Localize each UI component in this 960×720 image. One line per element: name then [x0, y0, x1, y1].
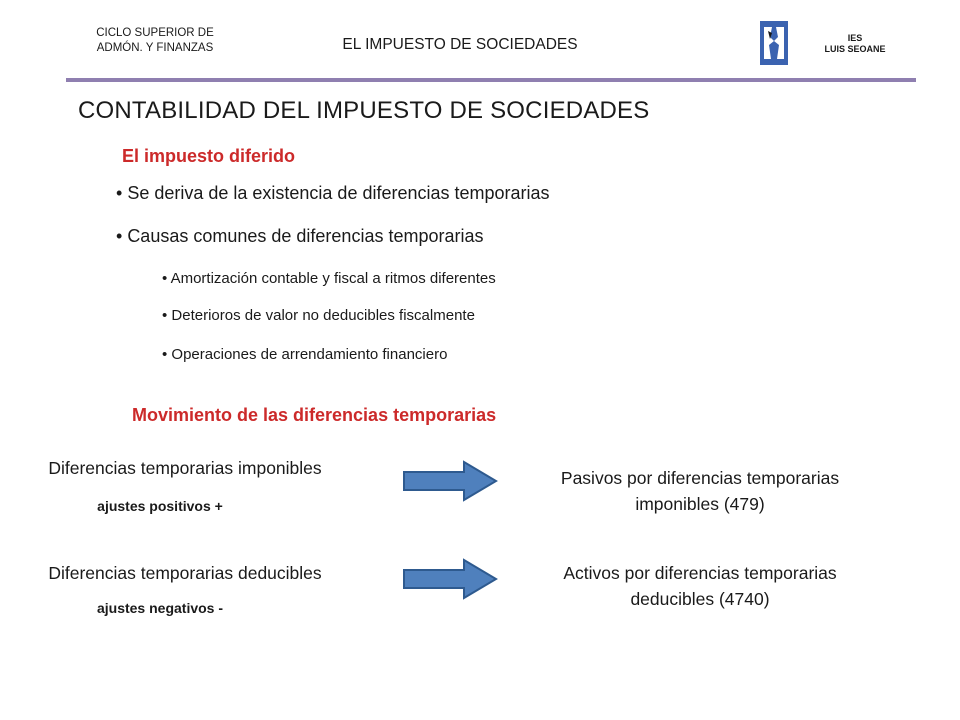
assets-line2: deducibles (4740) — [630, 589, 770, 609]
page-title: CONTABILIDAD DEL IMPUESTO DE SOCIEDADES — [78, 97, 650, 124]
header-course-label — [70, 26, 240, 56]
right-arrow-icon — [402, 460, 498, 507]
sub-bullet-item — [162, 270, 496, 287]
bullet-item — [116, 226, 484, 247]
school-logo-icon — [760, 21, 788, 65]
sub-bullet-item — [162, 307, 475, 324]
header-course-line2: ADMÓN. Y FINANZAS — [96, 42, 214, 54]
bullet-dot: • — [162, 307, 172, 324]
bullet-dot: • — [116, 226, 128, 246]
school-name — [818, 33, 892, 55]
positive-adjustments-label: ajustes positivos + — [97, 498, 223, 514]
bullet-dot: • — [116, 183, 128, 203]
section-heading-movement: Movimiento de las diferencias temporarias — [132, 405, 497, 425]
assets-deferred-text — [505, 560, 895, 612]
negative-adjustments-label: ajustes negativos - — [96, 600, 224, 616]
school-name-line1: IES — [847, 33, 863, 43]
sub-bullet-text: Deterioros de valor no deducibles fiscalmente — [171, 307, 475, 324]
liabilities-deferred-text — [505, 465, 895, 517]
bullet-dot: • — [162, 346, 172, 363]
taxable-differences-label: Diferencias temporarias imponibles — [48, 458, 322, 478]
sub-bullet-text: Amortización contable y fiscal a ritmos diferentes — [170, 270, 496, 287]
bullet-text: Causas comunes de diferencias temporarias — [127, 226, 484, 246]
liabilities-line1: Pasivos por diferencias temporarias — [560, 468, 840, 488]
header-course-line1: CICLO SUPERIOR DE — [96, 27, 214, 39]
sub-bullet-item — [162, 346, 447, 363]
section-heading-deferred-tax: El impuesto diferido — [122, 146, 296, 166]
right-arrow-icon — [402, 558, 498, 605]
bullet-dot: • — [162, 270, 171, 287]
assets-line1: Activos por diferencias temporarias — [563, 563, 837, 583]
sub-bullet-text: Operaciones de arrendamiento financiero — [171, 346, 448, 363]
header-title: EL IMPUESTO DE SOCIEDADES — [342, 36, 578, 53]
header-divider — [66, 78, 916, 82]
bullet-item — [116, 183, 550, 204]
bullet-text: Se deriva de la existencia de diferencias temporarias — [127, 183, 550, 203]
school-name-line2: LUIS SEOANE — [824, 44, 886, 54]
deductible-differences-label: Diferencias temporarias deducibles — [48, 563, 322, 583]
liabilities-line2: imponibles (479) — [635, 494, 765, 514]
